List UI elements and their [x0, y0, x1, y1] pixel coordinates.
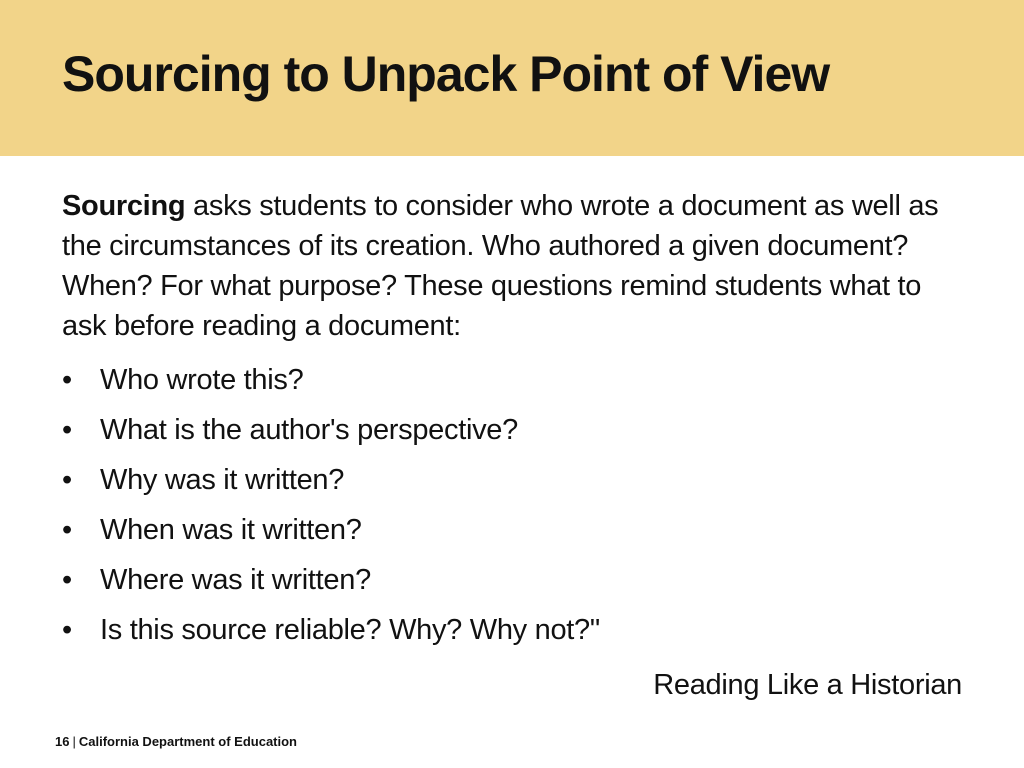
page-number: 16	[55, 734, 70, 749]
footer-organization: California Department of Education	[78, 734, 297, 749]
list-item	[62, 505, 962, 555]
intro-text: asks students to consider who wrote a document as well as the circumstances of its creation. Who authored a given document? When? For what purpose? These questions remind students what to ask before reading a document:	[62, 190, 939, 342]
bullet-icon: •	[62, 514, 72, 546]
slide-body	[62, 186, 962, 655]
bullet-icon: •	[62, 614, 72, 646]
list-item	[62, 405, 962, 455]
bullet-icon: •	[62, 364, 72, 396]
attribution: Reading Like a Historian	[653, 669, 962, 701]
list-item-text: Is this source reliable? Why? Why not?"	[100, 614, 600, 646]
bullet-icon: •	[62, 464, 72, 496]
footer	[55, 733, 297, 751]
list-item	[62, 605, 962, 655]
list-item-text: What is the author's perspective?	[100, 414, 518, 446]
bullet-icon: •	[62, 414, 72, 446]
intro-term: Sourcing	[62, 190, 186, 222]
list-item	[62, 355, 962, 405]
bullet-icon: •	[62, 564, 72, 596]
list-item	[62, 455, 962, 505]
slide-title: Sourcing to Unpack Point of View	[62, 46, 830, 102]
list-item-text: Why was it written?	[100, 464, 345, 496]
list-item-text: Who wrote this?	[100, 364, 304, 396]
list-item-text: Where was it written?	[100, 564, 371, 596]
question-list	[62, 355, 962, 655]
list-item-text: When was it written?	[100, 514, 362, 546]
footer-separator: |	[72, 734, 76, 749]
intro-paragraph	[62, 186, 962, 346]
list-item	[62, 555, 962, 605]
